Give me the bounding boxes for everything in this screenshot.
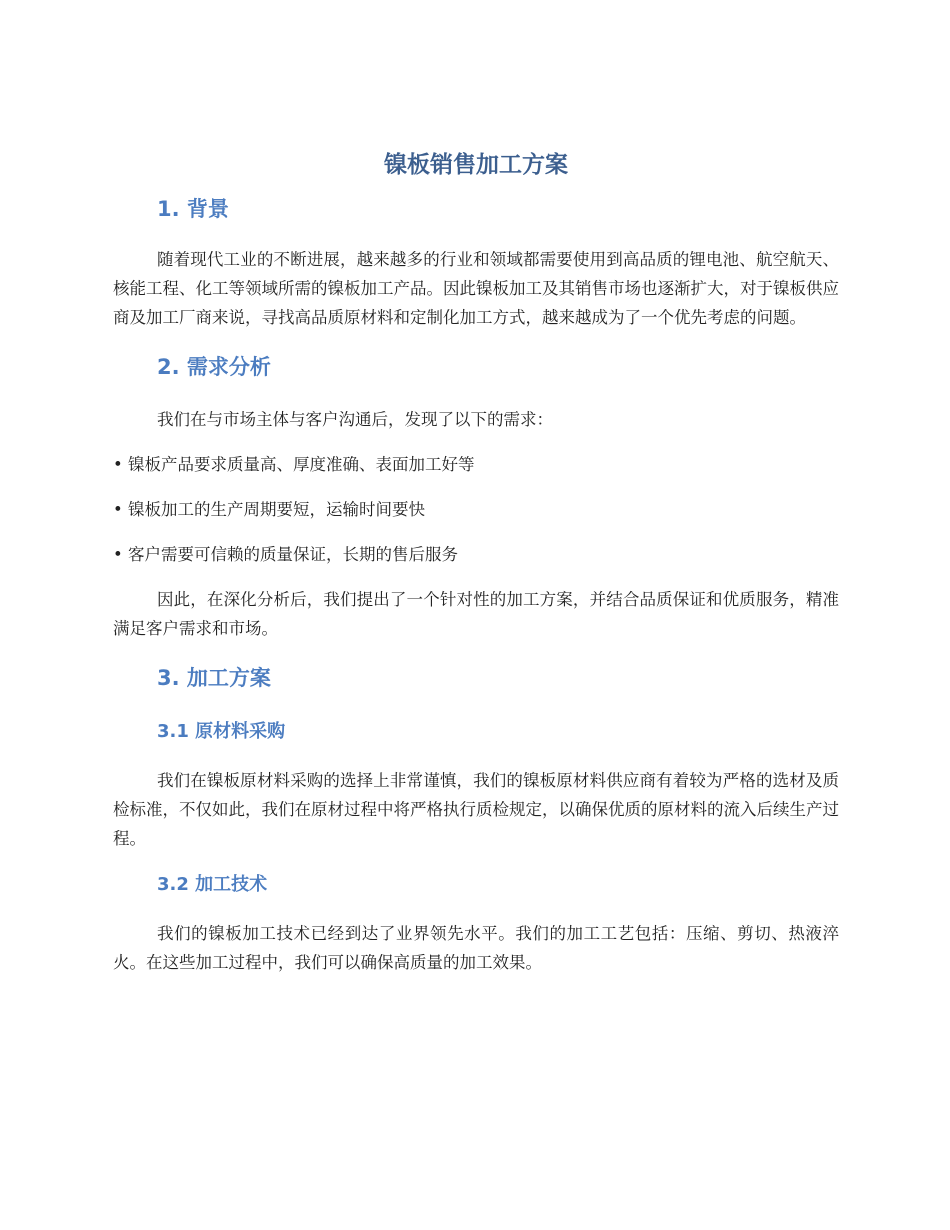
background-paragraph: 随着现代工业的不断进展，越来越多的行业和领域都需要使用到高品质的锂电池、航空航天、核能工程、化工等领域所需的镍板加工产品。因此镍板加工及其销售市场也逐渐扩大，对于镍板供应商及加工厂商来说，寻找高品质原材料和定制化加工方式，越来越成为了一个优先考虑的问题。 [113,250,839,327]
materials-paragraph: 我们在镍板原材料采购的选择上非常谨慎，我们的镍板原材料供应商有着较为严格的选材及质检标准，不仅如此，我们在原材过程中将严格执行质检规定，以确保优质的原材料的流入后续生产过程。 [113,771,839,848]
technology-paragraph: 我们的镍板加工技术已经到达了业界领先水平。我们的加工工艺包括：压缩、剪切、热液淬火。在这些加工过程中，我们可以确保高质量的加工效果。 [113,924,839,972]
document-title: 镍板销售加工方案 [384,152,568,178]
section-heading-demand: 2. 需求分析 [157,355,271,379]
demand-bullet-3: • 客户需要可信赖的质量保证，长期的售后服务 [113,545,458,564]
demand-bullet-1: • 镍板产品要求质量高、厚度准确、表面加工好等 [113,455,475,474]
document-body [113,146,839,977]
demand-bullet-2: • 镍板加工的生产周期要短，运输时间要快 [113,500,425,519]
subsection-heading-technology: 3.2 加工技术 [157,874,268,895]
demand-intro: 我们在与市场主体与客户沟通后，发现了以下的需求： [157,410,553,429]
subsection-heading-materials: 3.1 原材料采购 [157,721,286,742]
section-heading-plan: 3. 加工方案 [157,666,271,690]
demand-conclusion: 因此，在深化分析后，我们提出了一个针对性的加工方案，并结合品质保证和优质服务，精准满足客户需求和市场。 [113,590,839,638]
section-heading-background: 1. 背景 [157,197,229,221]
